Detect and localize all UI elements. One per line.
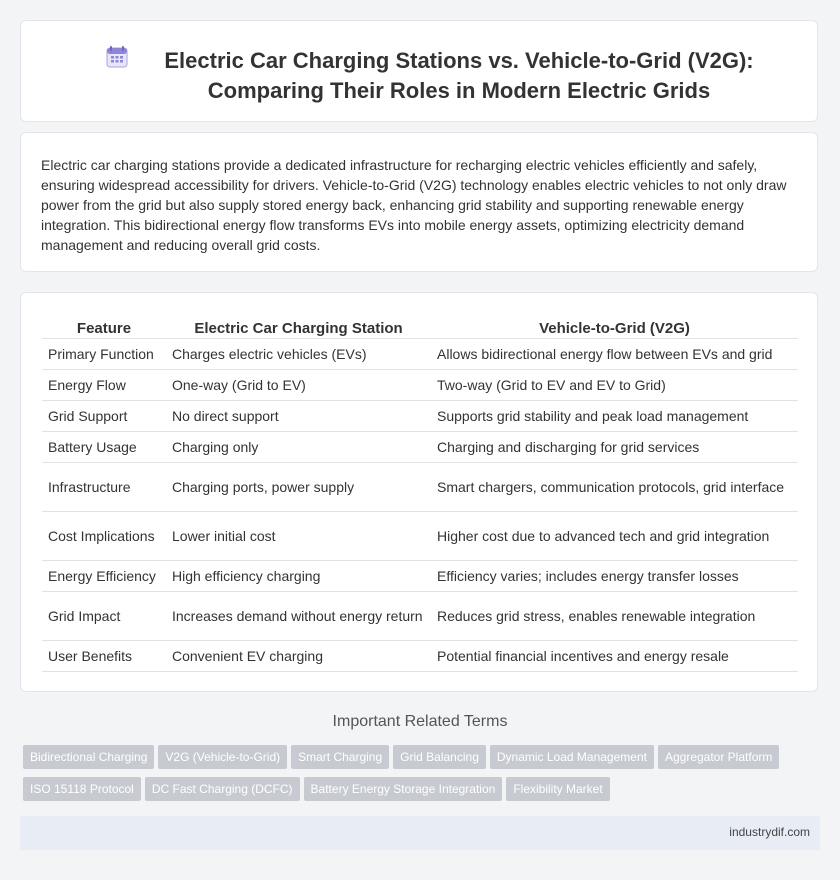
table-cell: Increases demand without energy return [166, 592, 431, 641]
page-title-line-1: Electric Car Charging Stations vs. Vehicle-to-Grid (V2G): [164, 48, 754, 73]
table-cell: One-way (Grid to EV) [166, 370, 431, 401]
table-row [42, 339, 798, 370]
column-header-feature: Feature [42, 315, 166, 339]
calendar-icon [105, 45, 129, 69]
tag-dc-fast-charging[interactable]: DC Fast Charging (DCFC) [145, 777, 300, 801]
table-cell: Grid Support [42, 401, 166, 432]
table-cell: Energy Efficiency [42, 561, 166, 592]
table-cell: Supports grid stability and peak load management [431, 401, 798, 432]
table-row [42, 641, 798, 672]
tag-flexibility-market[interactable]: Flexibility Market [506, 777, 609, 801]
table-cell: Allows bidirectional energy flow between EVs and grid [431, 339, 798, 370]
table-cell: Lower initial cost [166, 512, 431, 561]
page-title [131, 46, 787, 106]
table-cell: High efficiency charging [166, 561, 431, 592]
table-cell: No direct support [166, 401, 431, 432]
table-cell: Cost Implications [42, 512, 166, 561]
table-cell: Two-way (Grid to EV and EV to Grid) [431, 370, 798, 401]
table-cell: Convenient EV charging [166, 641, 431, 672]
intro-paragraph: Electric car charging stations provide a dedicated infrastructure for recharging electric vehicles efficiently and safely, ensuring widespread accessibility for drivers. Vehicle-to-Grid (V2G) technology enables electric vehicles to not only draw power from the grid but also supply stored energy back, enhancing grid stability and supporting renewable energy integration. This bidirectional energy flow transforms EVs into mobile energy assets, optimizing electricity demand management and reducing overall grid costs. [41, 157, 787, 253]
table-cell: Charging ports, power supply [166, 463, 431, 512]
table-row [42, 592, 798, 641]
tag-v2g[interactable]: V2G (Vehicle-to-Grid) [158, 745, 287, 769]
table-row [42, 512, 798, 561]
table-cell: User Benefits [42, 641, 166, 672]
related-terms-list [23, 745, 820, 809]
column-header-v2g: Vehicle-to-Grid (V2G) [431, 315, 798, 339]
related-terms-heading: Important Related Terms [332, 713, 508, 730]
comparison-table [42, 315, 798, 672]
table-cell: Higher cost due to advanced tech and grid integration [431, 512, 798, 561]
table-cell: Charging only [166, 432, 431, 463]
table-cell: Smart chargers, communication protocols, grid interface [431, 463, 798, 512]
footer [20, 816, 820, 850]
tag-battery-storage-integration[interactable]: Battery Energy Storage Integration [304, 777, 503, 801]
table-cell: Reduces grid stress, enables renewable integration [431, 592, 798, 641]
table-row [42, 561, 798, 592]
intro-card [20, 132, 818, 272]
tag-iso-15118[interactable]: ISO 15118 Protocol [23, 777, 141, 801]
tag-aggregator-platform[interactable]: Aggregator Platform [658, 745, 779, 769]
tag-bidirectional-charging[interactable]: Bidirectional Charging [23, 745, 154, 769]
title-card [20, 20, 818, 122]
tag-grid-balancing[interactable]: Grid Balancing [393, 745, 486, 769]
table-row [42, 370, 798, 401]
table-cell: Potential financial incentives and energy resale [431, 641, 798, 672]
table-row [42, 432, 798, 463]
table-cell: Charges electric vehicles (EVs) [166, 339, 431, 370]
table-cell: Battery Usage [42, 432, 166, 463]
table-row [42, 463, 798, 512]
footer-site-link[interactable]: industrydif.com [729, 825, 810, 839]
table-header-row [42, 315, 798, 339]
table-row [42, 401, 798, 432]
table-cell: Primary Function [42, 339, 166, 370]
column-header-charging-station: Electric Car Charging Station [166, 315, 431, 339]
table-cell: Grid Impact [42, 592, 166, 641]
table-cell: Charging and discharging for grid services [431, 432, 798, 463]
tag-smart-charging[interactable]: Smart Charging [291, 745, 389, 769]
table-cell: Efficiency varies; includes energy transfer losses [431, 561, 798, 592]
table-cell: Infrastructure [42, 463, 166, 512]
table-cell: Energy Flow [42, 370, 166, 401]
tag-dynamic-load-management[interactable]: Dynamic Load Management [490, 745, 654, 769]
comparison-card [20, 292, 818, 692]
page-title-line-2: Comparing Their Roles in Modern Electric Grids [207, 78, 711, 103]
